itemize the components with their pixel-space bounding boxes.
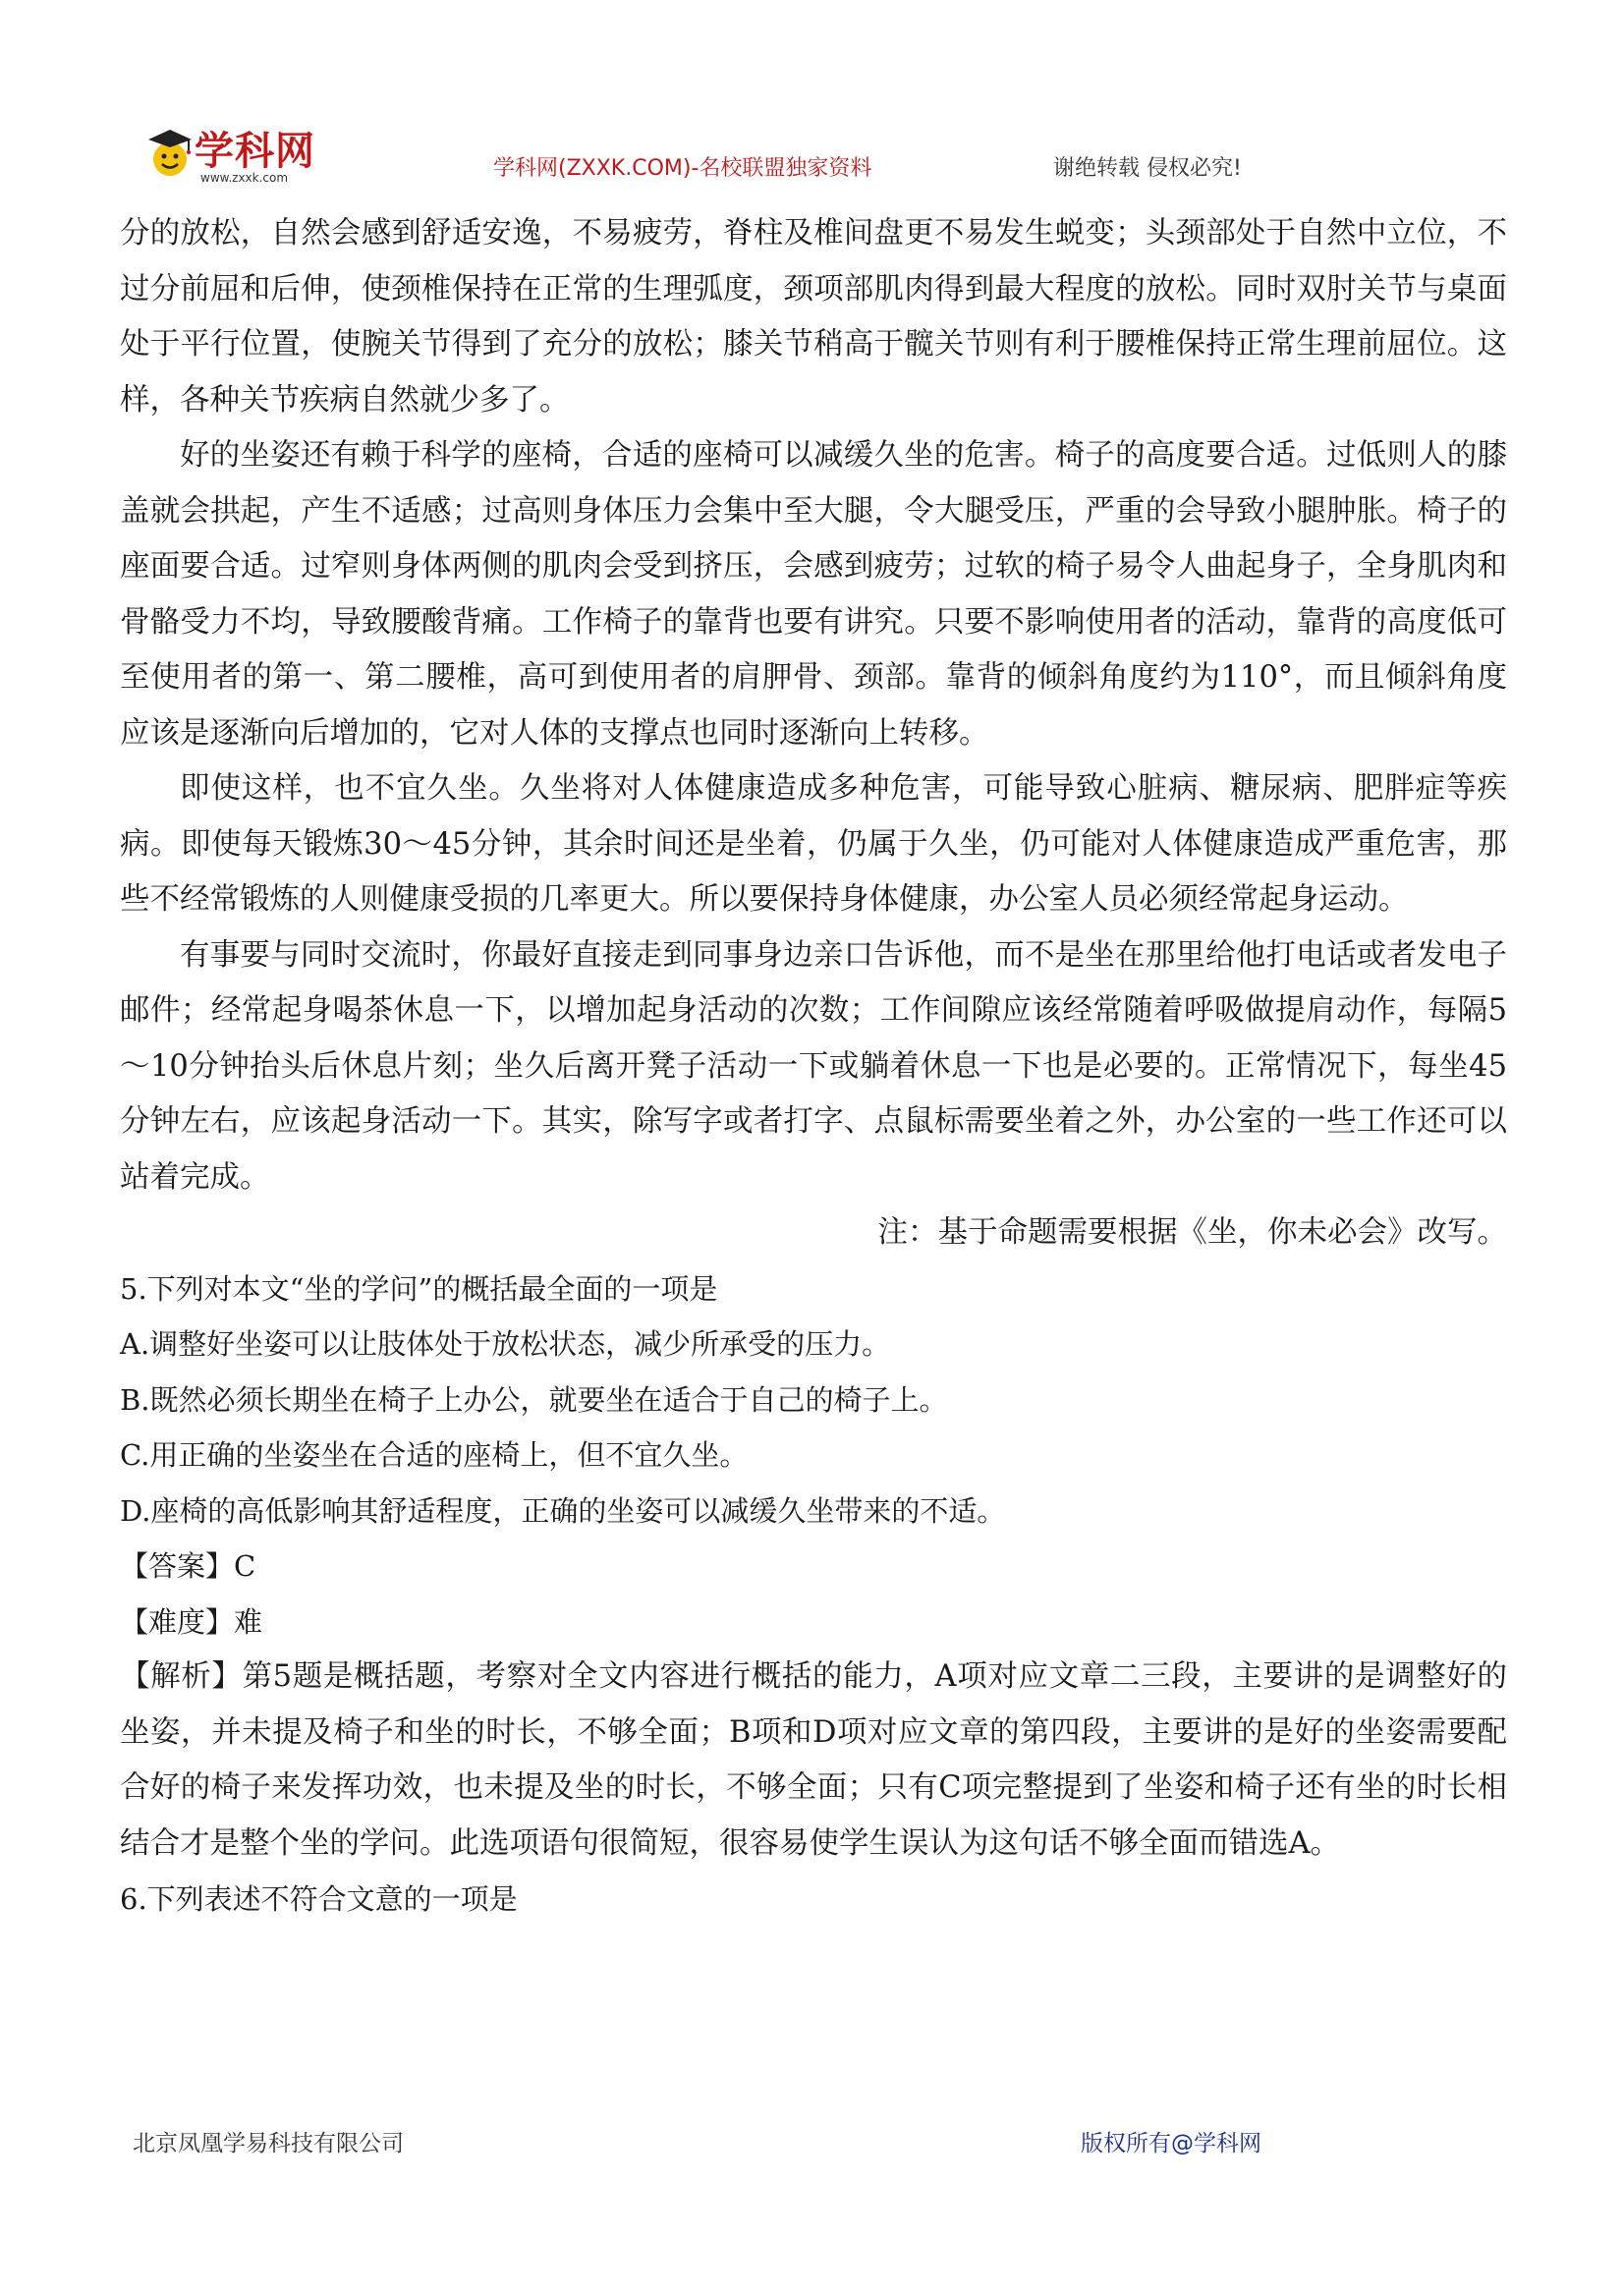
analysis: 【解析】第5题是概括题，考察对全文内容进行概括的能力，A项对应文章二三段，主要讲的是调整好的坐姿，并未提及椅子和坐的时长，不够全面；B项和D项对应文章的第四段，主要讲的是好的坐姿需要配合好的椅子来发挥功效，也未提及坐的时长，不够全面；只有C项完整提到了坐姿和椅子还有坐的时长相结合才是整个坐的学问。此选项语句很简短，很容易使学生误认为这句话不够全面而错选A。 [120,1659,1507,1861]
header-notice: 谢绝转载 侵权必究! [1053,156,1242,181]
document-body [120,206,1507,1928]
graduate-cap-icon [145,126,195,183]
difficulty: 【难度】难 [120,1604,263,1639]
paragraph: 分的放松，自然会感到舒适安逸，不易疲劳，脊柱及椎间盘更不易发生蜕变；头颈部处于自然中立位，不过分前屈和后伸，使颈椎保持在正常的生理弧度，颈项部肌肉得到最大程度的放松。同时双肘关节与桌面处于平行位置，使腕关节得到了充分的放松；膝关节稍高于髋关节则有利于腰椎保持正常生理前屈位。这样，各种关节疾病自然就少多了。 [120,216,1507,418]
page-header [138,116,1513,195]
paragraph: 好的坐姿还有赖于科学的座椅，合适的座椅可以减缓久坐的危害。椅子的高度要合适。过低则人的膝盖就会拱起，产生不适感；过高则身体压力会集中至大腿，令大腿受压，严重的会导致小腿肿胀。椅子的座面要合适。过窄则身体两侧的肌肉会受到挤压，会感到疲劳；过软的椅子易令人曲起身子，全身肌肉和骨骼受力不均，导致腰酸背痛。工作椅子的靠背也要有讲究。只要不影响使用者的活动，靠背的高度低可至使用者的第一、第二腰椎，高可到使用者的肩胛骨、颈部。靠背的倾斜角度约为110°，而且倾斜角度应该是逐渐向后增加的，它对人体的支撑点也同时逐渐向上转移。 [120,438,1507,751]
option-c: C.用正确的坐姿坐在合适的座椅上，但不宜久坐。 [120,1438,749,1472]
footer-company: 北京凤凰学易科技有限公司 [133,2131,404,2156]
logo-url: www.zxxk.com [200,171,289,185]
logo [138,116,334,195]
logo-text: 学科网 [195,129,315,174]
paragraph: 即使这样，也不宜久坐。久坐将对人体健康造成多种危害，可能导致心脏病、糖尿病、肥胖症等疾病。即使每天锻炼30～45分钟，其余时间还是坐着，仍属于久坐，仍可能对人体健康造成严重危害，那些不经常锻炼的人则健康受损的几率更大。所以要保持身体健康，办公室人员必须经常起身运动。 [120,771,1507,917]
header-source: 学科网(ZXXK.COM)-名校联盟独家资料 [493,156,872,181]
source-note: 注：基于命题需要根据《坐，你未必会》改写。 [877,1215,1507,1250]
footer-copyright: 版权所有@学科网 [1081,2131,1261,2156]
question-5-stem: 5.下列对本文“坐的学问”的概括最全面的一项是 [120,1271,718,1306]
option-a: A.调整好坐姿可以让肢体处于放松状态，减少所承受的压力。 [120,1327,891,1361]
option-d: D.座椅的高低影响其舒适程度，正确的坐姿可以减缓久坐带来的不适。 [120,1493,1006,1528]
answer: 【答案】C [120,1549,256,1583]
question-6-stem: 6.下列表述不符合文意的一项是 [120,1882,518,1916]
paragraph: 有事要与同时交流时，你最好直接走到同事身边亲口告诉他，而不是坐在那里给他打电话或者发电子邮件；经常起身喝茶休息一下，以增加起身活动的次数；工作间隙应该经常随着呼吸做提肩动作，每隔5～10分钟抬头后休息片刻；坐久后离开凳子活动一下或躺着休息一下也是必要的。正常情况下，每坐45分钟左右，应该起身活动一下。其实，除写字或者打字、点鼠标需要坐着之外，办公室的一些工作还可以站着完成。 [120,937,1507,1195]
option-b: B.既然必须长期坐在椅子上办公，就要坐在适合于自己的椅子上。 [120,1382,948,1417]
